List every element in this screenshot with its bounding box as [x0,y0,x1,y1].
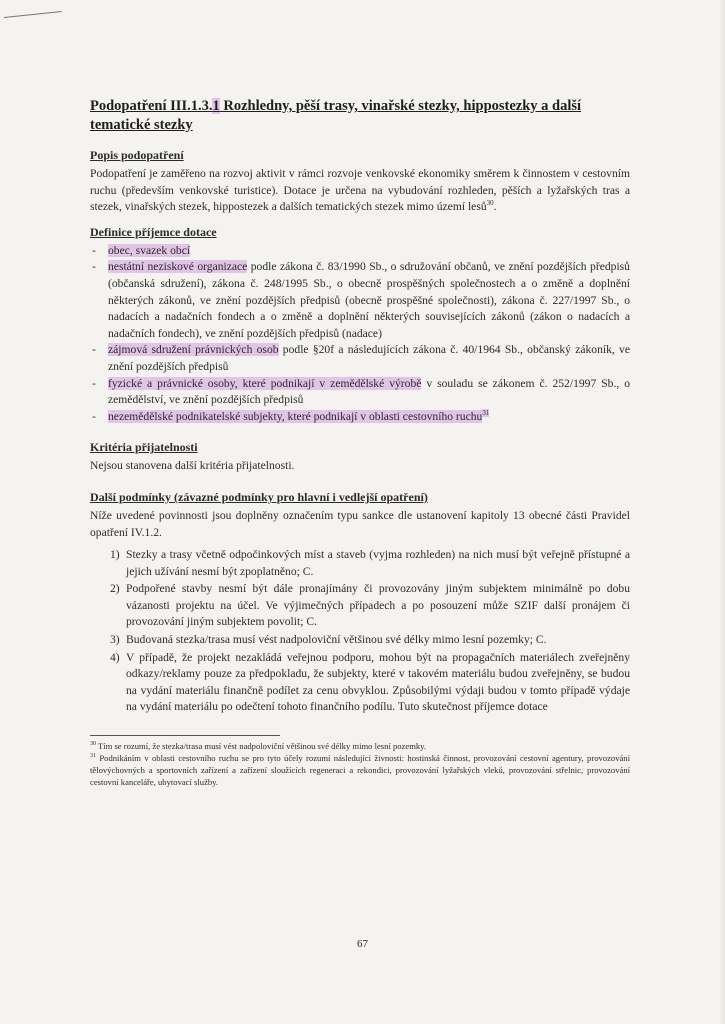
conditions-list [90,547,630,716]
title-highlight: 1 [212,98,220,114]
list-item-highlight: zájmová sdružení právnických osob [108,343,279,357]
popis-text [90,166,630,216]
popis-body: Podopatření je zaměřeno na rozvoj aktivit v rámci rozvoje venkovské ekonomiky směrem k činnostem v cestovním ruchu (především venkovské turistice). Dotace je určena na vybudování rozhleden, pěších a lyžařských tras a stezek, vinařských stezek, hippostezek a dalších tematických stezek mimo území lesů [90,167,630,214]
section-heading-popis: Popis podopatření [90,148,184,162]
list-item [90,632,630,649]
section-heading-definice: Definice příjemce dotace [90,224,217,239]
section-popis [90,147,630,216]
item-text: Stezky a trasy včetně odpočinkových míst a staveb (vyjma rozhleden) na nich musí být veřejně přístupné a jejich užívání nesmí být zpoplatněno; C. [126,548,630,578]
list-item: - obec, svazek obcí [92,243,191,257]
footnote-marker: 31 [90,753,96,760]
list-item: - nestátní neziskové organizace podle zákona č. 83/1990 Sb., o sdružování občanů, ve znění pozdějších předpisů (občanská sdružení), zákona č. 248/1995 Sb., o obecně prospěšných společnostech a o změně a doplnění některých zákonů, ve znění pozdějších předpisů (obecně prospěšné společnosti), zákona č. 227/1997 Sb., o nadacích a nadačních fondech a o změně a doplnění některých souvisejících zákonů (zákon o nadacích a nadačních fondech), ve znění pozdějších předpisů (nadace) [92,260,630,340]
list-item-highlight: nezemědělské podnikatelské subjekty, které podnikají v oblasti cestovního ruchu [108,409,483,423]
footnote-marker: 30 [90,741,96,748]
list-item-text: podle §20f a následujících zákona č. 40/1964 Sb., občanský zákoník, ve znění pozdějších předpisů [108,343,630,373]
section-podminky [90,489,630,716]
pen-mark [4,11,62,21]
item-number: 3) [110,633,120,647]
section-kriteria [90,439,630,475]
page-number: 67 [357,938,368,950]
page-content [90,97,630,788]
list-item [90,547,630,580]
item-number: 4) [110,650,120,664]
footnote-ref-30: 30 [486,199,494,208]
list-item: - nezemědělské podnikatelské subjekty, které podnikají v oblasti cestovního ruchu$^{31}$ [92,408,490,423]
section-definice [90,224,630,426]
list-item-text: v souladu se zákonem č. 252/1997 Sb., o zemědělství, ve znění pozdějších předpisů [108,376,630,407]
podminky-intro: Níže uvedené povinnosti jsou doplněny označením typu sankce dle ustanovení kapitoly 13 obecné části Pravidel opatření IV.1.2. [90,508,630,539]
section-heading-kriteria: Kritéria přijatelnosti [90,440,198,455]
list-item-highlight: fyzické a právnické osoby, které podnikají v zemědělské výrobě [108,376,422,390]
title-rest: Rozhledny, pěší trasy, vinařské stezky, hippostezky a další tematické stezky [90,98,582,133]
footnote-30 [90,740,630,752]
list-item-text: podle zákona č. 83/1990 Sb., o sdružování občanů, ve znění pozdějších předpisů (občanská sdružení), zákona č. 248/1995 Sb., o obecně prospěšných společnostech a o změně a doplnění některých zákonů, ve znění pozdějších předpisů (obecně prospěšné společnosti), zákona č. 227/1997 Sb., o nadacích a nadačních fondech a o změně a doplnění některých souvisejících zákonů (zákon o nadacích a nadačních fondech), ve znění pozdějších předpisů (nadace) [108,260,630,340]
list-item: - zájmová sdružení právnických osob podle §20f a následujících zákona č. 40/1964 Sb., občanský zákoník, ve znění pozdějších předpisů [92,343,630,373]
list-item-highlight: obec, svazek obcí [108,243,191,257]
list-item [90,650,630,716]
footnote-text: Podnikáním v oblasti cestovního ruchu se pro tyto účely rozumí následující živnosti: hostinská činnost, provozování cestovní agentury, provozování tělovýchovných a sportovních zařízení a zařízení sloužících regeneraci a rekondici, provozování lyžařských vleků, provozování střelnic, provozování cestovní kanceláře, ubytovací služby. [90,753,630,788]
item-text: V případě, že projekt nezakládá veřejnou podporu, mohou být na propagačních materiálech zveřejněny odkazy/reklamy pouze za předpokladu, že subjekty, které v takovém materiálu budou zveřejněny, se budou na vydání materiálu finančně podílet za cenu obvyklou. Způsobilými výdaji budou v tomto případě výdaje na vydání materiálu po odečtení tohoto finančního podílu. Tuto skutečnost příjemce dotace [126,650,630,714]
section-heading-podminky: Další podmínky (závazné podmínky pro hlavní i vedlejší opatření) [90,489,428,504]
list-item [90,581,630,631]
list-item: - fyzické a právnické osoby, které podnikají v zemědělské výrobě v souladu se zákonem č. 252/1997 Sb., o zemědělství, ve znění pozdějších předpisů [92,376,630,407]
footnotes [90,735,630,788]
item-text: Budovaná stezka/trasa musí vést nadpoloviční většinou své délky mimo lesní pozemky; C. [126,633,547,647]
recipient-list [90,243,630,426]
footnote-ref-31: 31 [482,408,490,417]
list-item-highlight: nestátní neziskové organizace [108,260,248,274]
item-number: 1) [110,548,120,562]
page-title [90,97,630,135]
footnote-text: Tím se rozumí, že stezka/trasa musí vést nadpoloviční většinou své délky mimo lesní pozemky. [96,741,427,752]
footnote-31 [90,752,630,788]
popis-end: . [493,200,497,214]
page-edge-shadow [719,0,725,1024]
footnote-divider [90,735,280,736]
title-prefix: Podopatření III.1.3. [90,98,213,114]
item-number: 2) [110,582,120,596]
item-text: Podpořené stavby nesmí být dále pronajímány či provozovány jiným subjektem minimálně po dobu vázanosti projektu na účel. Ve výjimečných případech a po posouzení může SZIF další pronájem či provozování jiným subjektem povolit; C. [126,582,630,629]
kriteria-text: Nejsou stanovena další kritéria přijatelnosti. [90,459,295,473]
